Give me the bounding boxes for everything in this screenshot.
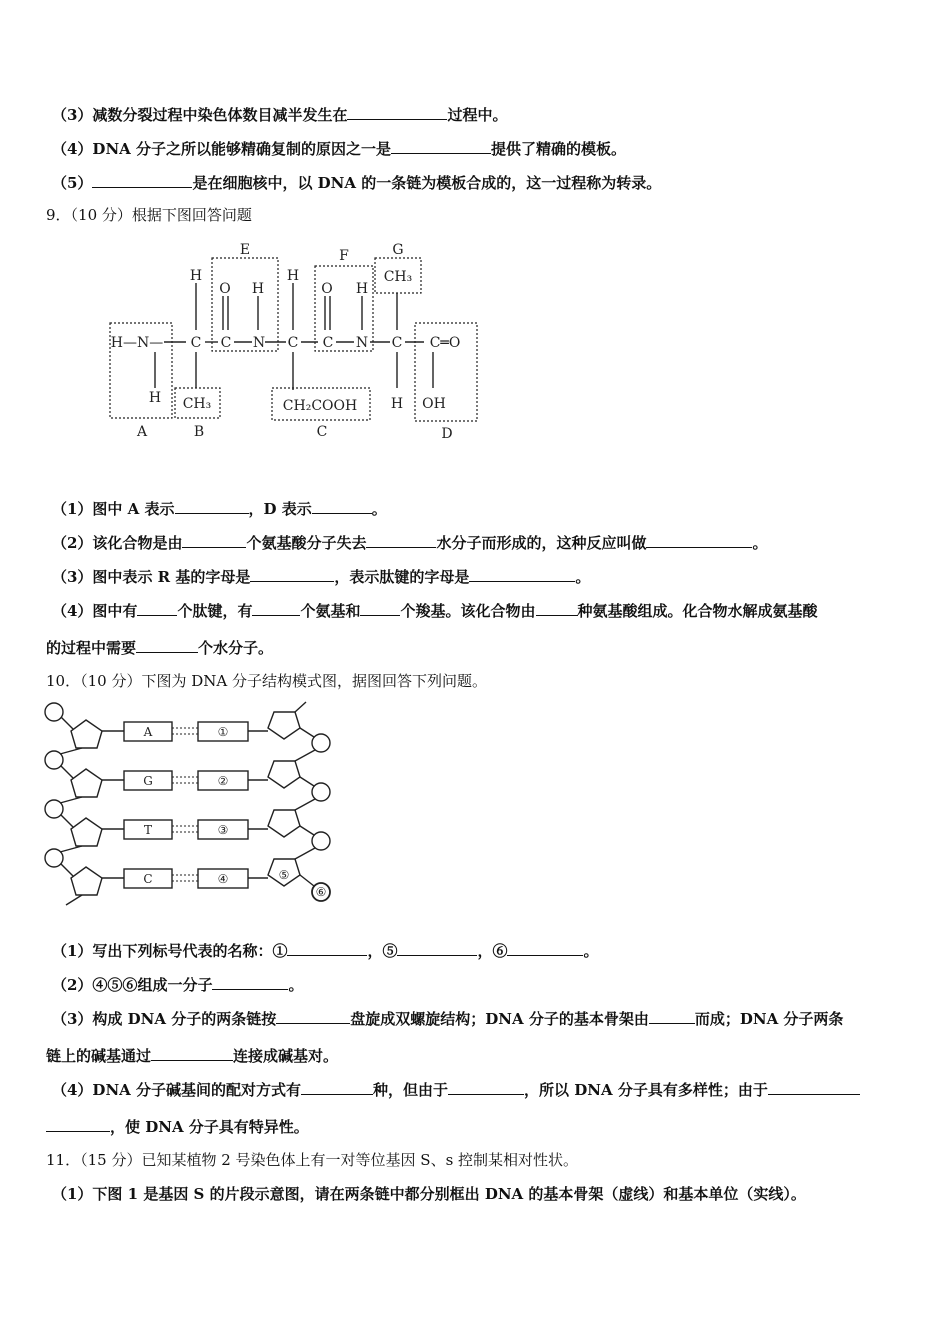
q8-line-4: （4）DNA 分子之所以能够精确复制的原因之一是 提供了精确的模板。	[52, 137, 626, 159]
left-base-1: G	[143, 774, 153, 788]
atom-n3: N	[355, 335, 369, 351]
peptide-structure-figure	[100, 238, 500, 443]
right-base-2: ③	[217, 823, 229, 837]
q8-line-3: （3）减数分裂过程中染色体数目减半发生在 过程中。	[52, 103, 507, 125]
phosphate-label: ⑥	[315, 885, 327, 899]
dna-structure-figure	[40, 698, 340, 913]
q10-part-4: （4）DNA 分子碱基间的配对方式有 种，但由于 ，所以 DNA 分子具有多样性；由于	[52, 1078, 860, 1100]
answer-blank[interactable]	[448, 1078, 524, 1095]
atom-h-top2: H	[251, 281, 265, 297]
answer-blank[interactable]	[391, 137, 491, 154]
q9-part-4-cont: 的过程中需要 个水分子。	[46, 636, 273, 658]
right-base-3: ④	[217, 872, 229, 886]
q10-header: 10．（10 分）下图为 DNA 分子结构模式图，据图回答下列问题。	[46, 672, 487, 690]
sugar-label: ⑤	[278, 868, 290, 882]
atom-n2: N	[252, 335, 266, 351]
left-base-3: C	[143, 872, 153, 886]
answer-blank[interactable]	[347, 103, 447, 120]
atom-c3: C	[287, 335, 299, 351]
left-base-2: T	[143, 823, 153, 837]
answer-blank[interactable]	[287, 939, 367, 956]
answer-blank[interactable]	[182, 531, 246, 548]
q10-part-1: （1）写出下列标号代表的名称：① ，⑤ ，⑥ 。	[52, 939, 599, 961]
q9-part-4: （4）图中有 个肽键，有 个氨基和 个羧基。该化合物由 种氨基酸组成。化合物水解成氨基酸	[52, 599, 818, 621]
atom-oh: OH	[422, 396, 446, 412]
atom-co: C═O	[429, 335, 461, 351]
right-base-0: ①	[217, 725, 229, 739]
q11-header: 11．（15 分）已知某植物 2 号染色体上有一对等位基因 S、s 控制某相对性状。	[46, 1151, 579, 1169]
q10-part-4-cont: ，使 DNA 分子具有特异性。	[46, 1115, 309, 1137]
atom-o2: O	[321, 281, 333, 297]
atom-ch2cooh: CH₂COOH	[282, 398, 358, 414]
answer-blank[interactable]	[507, 939, 583, 956]
answer-blank[interactable]	[175, 497, 249, 514]
answer-blank[interactable]	[469, 565, 575, 582]
q11-part-1: （1）下图 1 是基因 S 的片段示意图，请在两条链中都分别框出 DNA 的基本骨架（虚线）和基本单位（实线）。	[52, 1185, 806, 1203]
label-B: B	[193, 424, 205, 440]
answer-blank[interactable]	[250, 565, 334, 582]
label-E: E	[239, 242, 251, 258]
label-A: A	[136, 424, 148, 440]
atom-o1: O	[219, 281, 231, 297]
q9-part-2: （2）该化合物是由 个氨基酸分子失去 水分子而形成的，这种反应叫做 。	[52, 531, 768, 553]
atom-c2: C	[220, 335, 232, 351]
answer-blank[interactable]	[366, 531, 436, 548]
label-G: G	[392, 242, 404, 258]
answer-blank[interactable]	[137, 599, 177, 616]
q10-part-2: （2）④⑤⑥组成一分子 。	[52, 973, 303, 995]
q8-line-5: （5） 是在细胞核中，以 DNA 的一条链为模板合成的，这一过程称为转录。	[52, 171, 661, 193]
answer-blank[interactable]	[646, 531, 752, 548]
atom-h-amine: H	[148, 390, 162, 406]
atom-hn: H—N—	[110, 335, 164, 351]
q9-part-3: （3）图中表示 R 基的字母是 ，表示肽键的字母是 。	[52, 565, 590, 587]
atom-ch3-b: CH₃	[182, 396, 212, 412]
answer-blank[interactable]	[768, 1078, 860, 1095]
answer-blank[interactable]	[136, 636, 198, 653]
atom-h-bottom: H	[390, 396, 404, 412]
atom-h-top3: H	[286, 268, 300, 284]
label-D: D	[441, 426, 453, 442]
label-F: F	[339, 248, 349, 264]
answer-blank[interactable]	[92, 171, 192, 188]
atom-c4: C	[322, 335, 334, 351]
right-base-1: ②	[217, 774, 229, 788]
label-C: C	[316, 424, 328, 440]
answer-blank[interactable]	[46, 1115, 110, 1132]
answer-blank[interactable]	[212, 973, 288, 990]
answer-blank[interactable]	[649, 1007, 695, 1024]
atom-h-top4: H	[355, 281, 369, 297]
atom-c1: C	[190, 335, 202, 351]
left-base-0: A	[143, 725, 153, 739]
atom-ch3-top: CH₃	[383, 269, 413, 285]
answer-blank[interactable]	[276, 1007, 350, 1024]
atom-c5: C	[391, 335, 403, 351]
answer-blank[interactable]	[360, 599, 400, 616]
atom-h-top1: H	[189, 268, 203, 284]
answer-blank[interactable]	[151, 1044, 233, 1061]
q10-part-3: （3）构成 DNA 分子的两条链按 盘旋成双螺旋结构；DNA 分子的基本骨架由 而成；DNA 分子两条	[52, 1007, 843, 1029]
answer-blank[interactable]	[536, 599, 578, 616]
q9-header: 9．（10 分）根据下图回答问题	[46, 206, 252, 224]
answer-blank[interactable]	[301, 1078, 373, 1095]
answer-blank[interactable]	[312, 497, 372, 514]
answer-blank[interactable]	[397, 939, 477, 956]
q10-part-3-cont: 链上的碱基通过 连接成碱基对。	[46, 1044, 338, 1066]
answer-blank[interactable]	[252, 599, 300, 616]
q9-part-1: （1）图中 A 表示 ，D 表示 。	[52, 497, 387, 519]
